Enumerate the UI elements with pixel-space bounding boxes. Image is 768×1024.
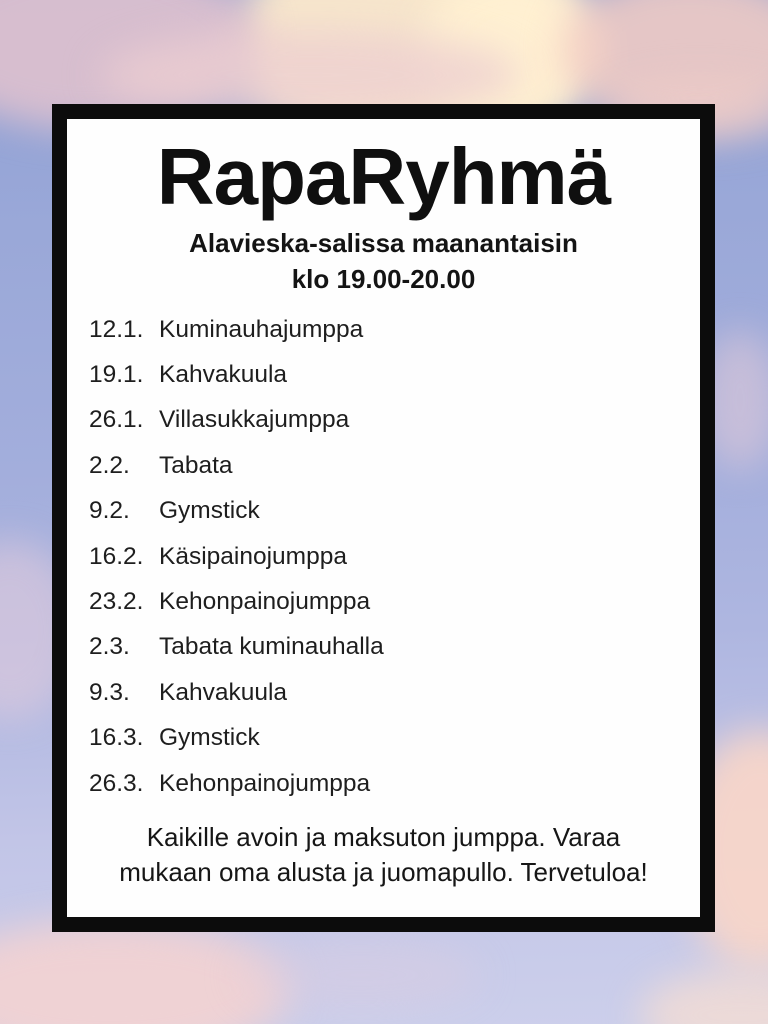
schedule-list [67, 307, 700, 806]
schedule-row [89, 716, 700, 761]
poster-subtitle [67, 225, 700, 297]
schedule-activity: Käsipainojumppa [159, 542, 347, 570]
schedule-date: 2.2. [89, 451, 130, 479]
schedule-row [89, 398, 700, 443]
schedule-activity: Kehonpainojumppa [159, 769, 371, 797]
schedule-activity: Tabata kuminauhalla [159, 633, 384, 661]
schedule-date: 16.3. [89, 724, 144, 752]
schedule-activity: Kehonpainojumppa [159, 588, 371, 616]
schedule-activity: Villasukkajumppa [159, 406, 350, 434]
schedule-date: 26.3. [89, 769, 144, 797]
footer-line-1: Kaikille avoin ja maksuton jumppa. Varaa [146, 822, 621, 853]
schedule-date: 19.1. [89, 361, 144, 389]
footer-line-2: mukaan oma alusta ja juomapullo. Tervetuloa! [119, 857, 648, 888]
poster-title: RapaRyhmä [156, 132, 611, 221]
schedule-activity: Tabata [159, 451, 233, 479]
schedule-date: 23.2. [89, 588, 144, 616]
schedule-date: 9.2. [89, 497, 130, 525]
cloud [640, 970, 768, 1024]
schedule-row [89, 307, 700, 352]
poster-card [52, 104, 715, 932]
schedule-date: 9.3. [89, 678, 130, 706]
schedule-date: 12.1. [89, 315, 144, 343]
schedule-activity: Kahvakuula [159, 361, 288, 389]
schedule-row [89, 352, 700, 397]
schedule-date: 2.3. [89, 633, 130, 661]
schedule-row [89, 670, 700, 715]
subtitle-location: Alavieska-salissa maanantaisin [189, 228, 578, 258]
schedule-row [89, 534, 700, 579]
subtitle-time: klo 19.00-20.00 [291, 264, 476, 294]
schedule-activity: Gymstick [159, 497, 260, 525]
schedule-activity: Kahvakuula [159, 678, 288, 706]
schedule-row [89, 443, 700, 488]
schedule-date: 26.1. [89, 406, 144, 434]
schedule-date: 16.2. [89, 542, 144, 570]
poster-footer [67, 820, 700, 890]
schedule-row [89, 579, 700, 624]
schedule-activity: Kuminauhajumppa [159, 315, 364, 343]
schedule-row [89, 489, 700, 534]
schedule-row [89, 761, 700, 806]
schedule-row [89, 625, 700, 670]
schedule-activity: Gymstick [159, 724, 260, 752]
cloud [240, 940, 480, 1010]
